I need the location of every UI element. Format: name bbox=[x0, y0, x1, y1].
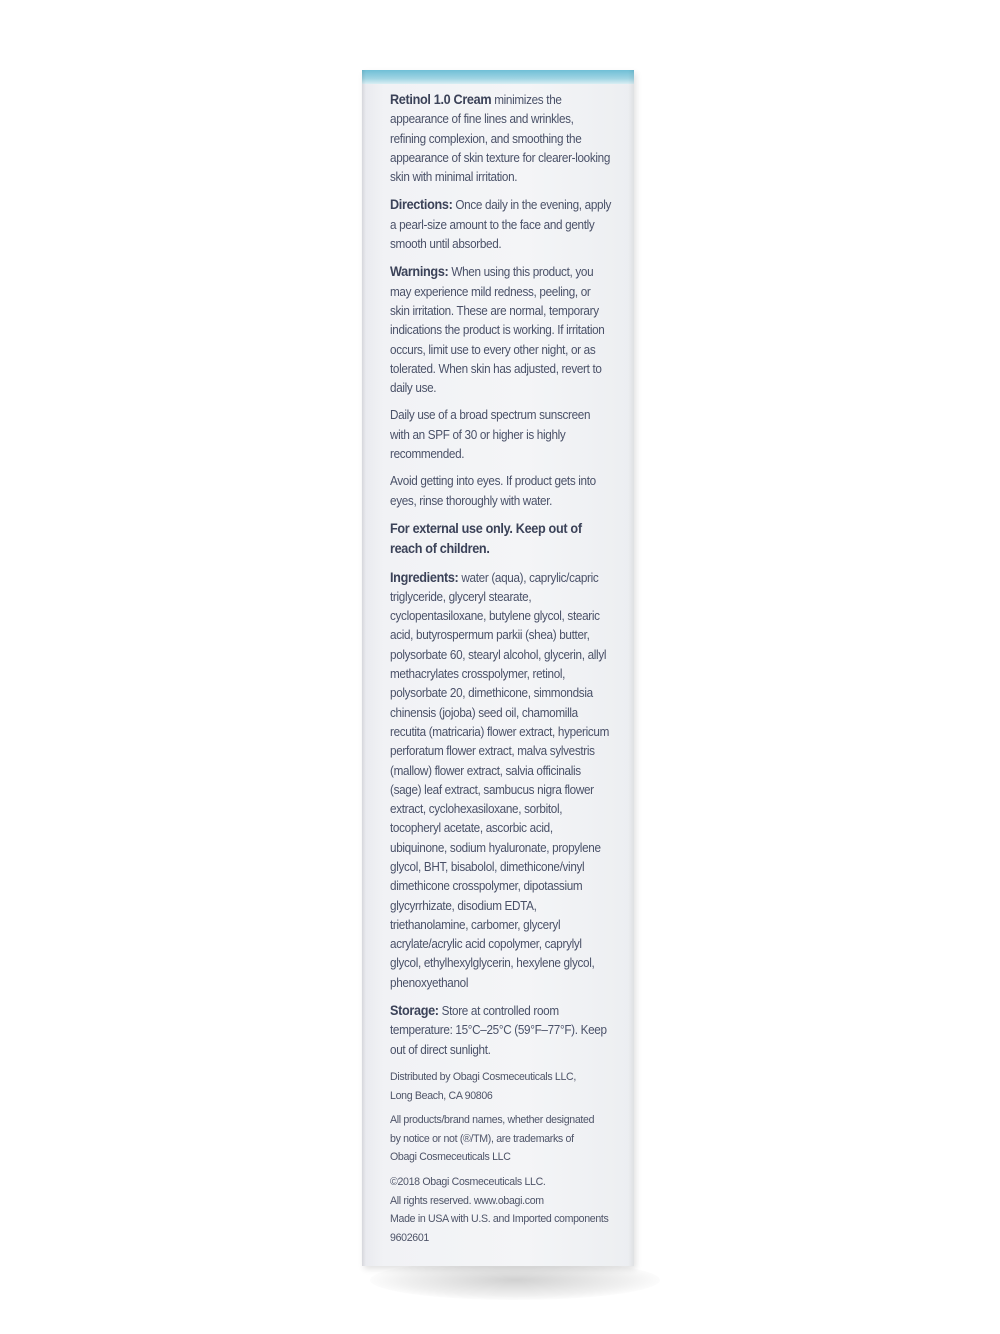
trademark-line-1: All products/brand names, whether designated bbox=[390, 1114, 595, 1127]
ingredients-paragraph bbox=[390, 568, 611, 994]
box-shadow bbox=[370, 1260, 660, 1300]
storage-text: Store at controlled room temperature: 15°C–25°C (59°F–77°F). Keep out of direct sunlight. bbox=[390, 1004, 607, 1057]
product-box-side-panel bbox=[362, 70, 634, 1266]
eyes-text: Avoid getting into eyes. If product gets into eyes, rinse thoroughly with water. bbox=[390, 474, 596, 508]
label-text bbox=[390, 90, 611, 1253]
legal-block bbox=[390, 1068, 611, 1247]
ingredients-label: Ingredients: bbox=[390, 569, 459, 585]
blue-top-strip bbox=[362, 70, 634, 84]
warnings-paragraph bbox=[390, 262, 611, 398]
copyright-paragraph bbox=[390, 1173, 611, 1247]
trademark-line-2: by notice or not (®/TM), are trademarks of bbox=[390, 1132, 574, 1145]
directions-paragraph bbox=[390, 195, 611, 254]
product-code: 9602601 bbox=[390, 1231, 429, 1244]
external-use-text: For external use only. Keep out of reach of children. bbox=[390, 520, 582, 557]
made-in-line: Made in USA with U.S. and Imported components bbox=[390, 1213, 609, 1226]
intro-text: minimizes the appearance of fine lines and wrinkles, refining complexion, and smoothing the appearance of skin texture for clearer-looking skin with minimal irritation. bbox=[390, 93, 611, 185]
sunscreen-paragraph bbox=[390, 406, 611, 464]
box-left-edge bbox=[362, 70, 366, 1266]
eyes-paragraph bbox=[390, 472, 611, 511]
box-right-edge bbox=[628, 70, 634, 1266]
copyright-line-1: ©2018 Obagi Cosmeceuticals LLC. bbox=[390, 1175, 546, 1188]
distributed-line-2: Long Beach, CA 90806 bbox=[390, 1089, 493, 1102]
distributed-line-1: Distributed by Obagi Cosmeceuticals LLC, bbox=[390, 1070, 576, 1083]
sunscreen-text: Daily use of a broad spectrum sunscreen with an SPF of 30 or higher is highly recommended. bbox=[390, 408, 591, 462]
storage-paragraph bbox=[390, 1001, 611, 1060]
intro-title: Retinol 1.0 Cream bbox=[390, 92, 492, 107]
external-use-paragraph bbox=[390, 519, 611, 560]
trademark-paragraph bbox=[390, 1111, 611, 1167]
warnings-text: When using this product, you may experience mild redness, peeling, or skin irritation. These are normal, temporary indications the product is working. If irritation occurs, limit use to every other night, or as tolerated. When skin has adjusted, revert to daily use. bbox=[390, 265, 605, 396]
warnings-label: Warnings: bbox=[390, 264, 449, 280]
distributed-paragraph bbox=[390, 1068, 611, 1105]
directions-label: Directions: bbox=[390, 197, 453, 213]
trademark-line-3: Obagi Cosmeceuticals LLC bbox=[390, 1151, 511, 1164]
intro-paragraph bbox=[390, 90, 611, 187]
ingredients-text: water (aqua), caprylic/capric triglyceride, glyceryl stearate, cyclopentasiloxane, butylene glycol, stearic acid, butyrospermum parkii (shea) butter, polysorbate 60, stearyl alcohol, glycerin, allyl methacrylates crosspolymer, retinol, polysorbate 20, dimethicone, simmondsia chinensis (jojoba) seed oil, chamomilla recutita (matricaria) flower extract, hypericum perforatum flower extract, malva sylvestris (mallow) flower extract, salvia officinalis (sage) leaf extract, sambucus nigra flower extract, cyclohexasiloxane, sorbitol, tocopheryl acetate, ascorbic acid, ubiquinone, sodium hyaluronate, propylene glycol, BHT, bisabolol, dimethicone/vinyl dimethicone crosspolymer, dipotassium glycyrrhizate, disodium EDTA, triethanolamine, carbomer, glyceryl acrylate/acrylic acid copolymer, caprylyl glycol, ethylhexylglycerin, hexylene glycol, phenoxyethanol bbox=[390, 570, 610, 990]
directions-text: Once daily in the evening, apply a pearl-size amount to the face and gently smooth until absorbed. bbox=[390, 198, 612, 252]
storage-label: Storage: bbox=[390, 1003, 439, 1019]
copyright-line-2: All rights reserved. www.obagi.com bbox=[390, 1194, 544, 1207]
